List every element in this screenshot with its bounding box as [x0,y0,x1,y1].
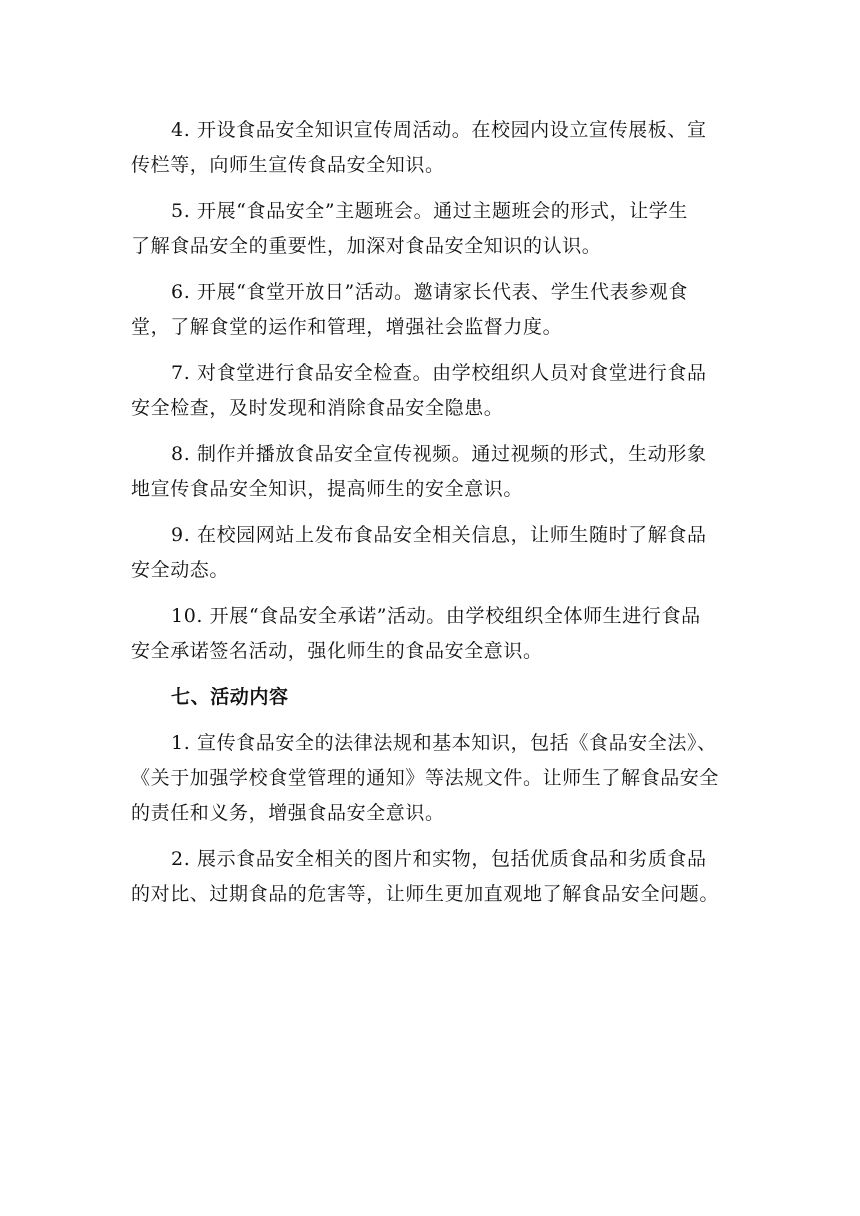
document-body [131,113,731,923]
text-line: 9. 在校园网站上发布食品安全相关信息，让师生随时了解食品 [171,524,707,546]
list-item-10 [131,599,731,669]
list-item-6 [131,275,731,345]
text-line: 安全检查，及时发现和消除食品安全隐患。 [131,397,504,419]
text-line: 《关于加强学校食堂管理的通知》等法规文件。让师生了解食品安全 [131,767,720,789]
content-item-2 [131,842,731,912]
text-line: 8. 制作并播放食品安全宣传视频。通过视频的形式，生动形象 [171,443,707,465]
text-line: 安全动态。 [131,559,230,581]
text-line: 堂，了解食堂的运作和管理，增强社会监督力度。 [131,316,563,338]
section-heading: 七、活动内容 [171,686,289,708]
text-line: 1. 宣传食品安全的法律法规和基本知识，包括《食品安全法》、 [171,732,717,754]
list-item-4 [131,113,731,183]
text-line: 2. 展示食品安全相关的图片和实物，包括优质食品和劣质食品 [171,848,707,870]
list-item-5 [131,194,731,264]
text-line: 4. 开设食品安全知识宣传周活动。在校园内设立宣传展板、宣 [171,119,707,141]
text-line: 了解食品安全的重要性，加深对食品安全知识的认识。 [131,235,602,257]
list-item-8 [131,437,731,507]
list-item-7 [131,356,731,426]
text-line: 6. 开展“食堂开放日”活动。邀请家长代表、学生代表参观食 [171,281,688,303]
list-item-9 [131,518,731,588]
text-line: 5. 开展“食品安全”主题班会。通过主题班会的形式，让学生 [171,200,688,222]
text-line: 地宣传食品安全知识，提高师生的安全意识。 [131,478,524,500]
text-line: 安全承诺签名活动，强化师生的食品安全意识。 [131,640,543,662]
text-line: 7. 对食堂进行食品安全检查。由学校组织人员对食堂进行食品 [171,362,707,384]
text-line: 的责任和义务，增强食品安全意识。 [131,802,445,824]
text-line: 的对比、过期食品的危害等，让师生更加直观地了解食品安全问题。 [131,883,720,905]
content-item-1 [131,726,731,831]
text-line: 10. 开展“食品安全承诺”活动。由学校组织全体师生进行食品 [171,605,701,627]
text-line: 传栏等，向师生宣传食品安全知识。 [131,154,445,176]
